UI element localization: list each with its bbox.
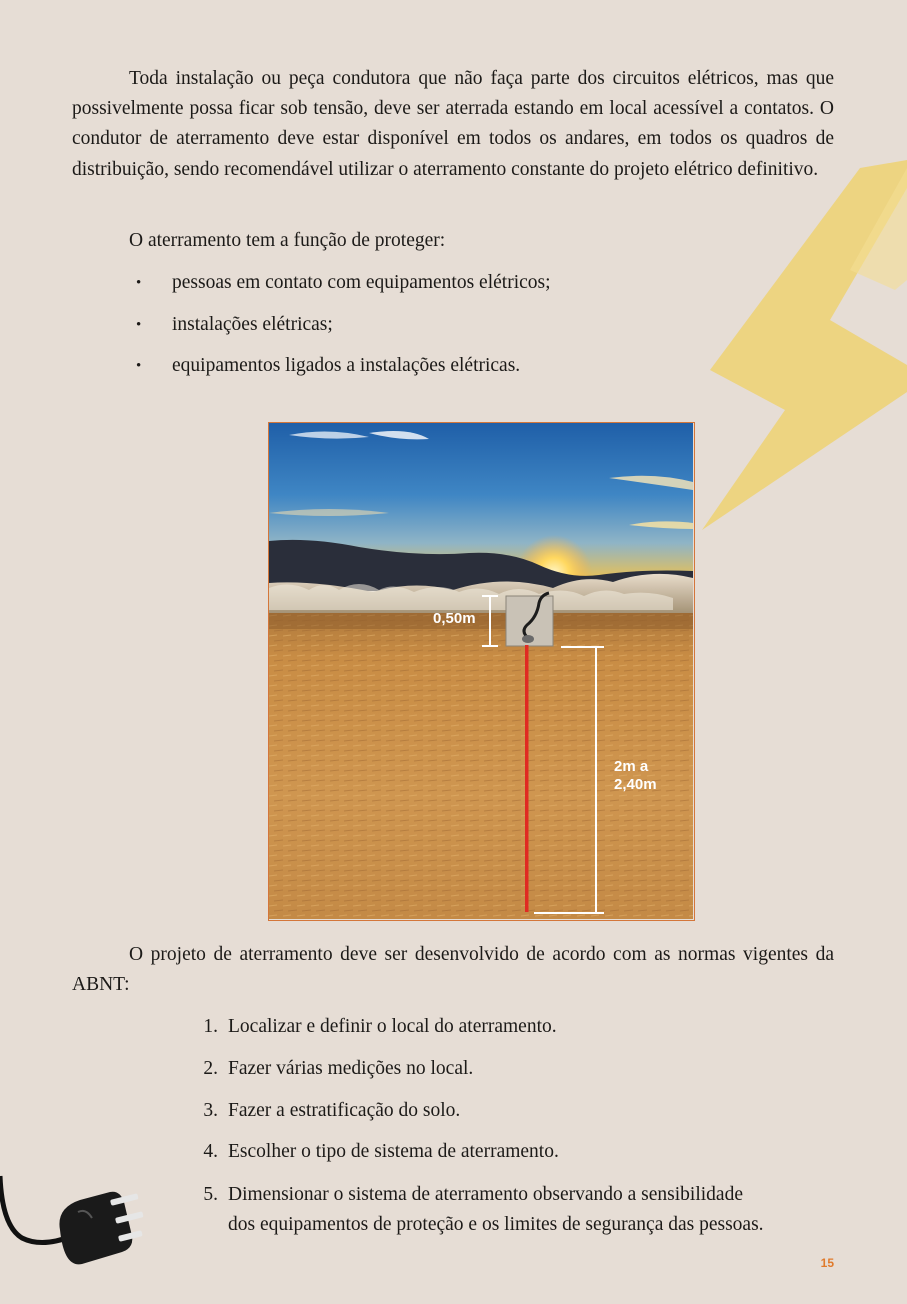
- electric-plug-icon: [0, 1172, 150, 1267]
- bullet-icon: •: [136, 275, 142, 291]
- depth-label-rod-line1: 2m a: [614, 758, 649, 775]
- standards-paragraph: O projeto de aterramento deve ser desenvolvido de acordo com as normas vigentes da ABNT:: [72, 944, 834, 996]
- depth-label-top: 0,50m: [433, 610, 476, 627]
- depth-label-rod-line2: 2,40m: [614, 776, 657, 793]
- grounding-illustration: [268, 422, 695, 921]
- page-number: 15: [820, 1256, 834, 1270]
- bullet-icon: •: [136, 358, 142, 374]
- protection-intro: O aterramento tem a função de proteger:: [129, 230, 446, 251]
- bullet-icon: •: [136, 317, 142, 333]
- lightning-bolt-icon: [690, 160, 907, 540]
- intro-paragraph: Toda instalação ou peça condutora que não faça parte dos circuitos elétricos, mas que possivelmente possa ficar sob tensão, deve ser aterrada estando em local acessível a contatos. O condutor de aterramento deve estar disponível em todos os andares, em todos os quadros de distribuição, sendo recomendável utilizar o aterramento constante do projeto elétrico definitivo.: [72, 68, 834, 180]
